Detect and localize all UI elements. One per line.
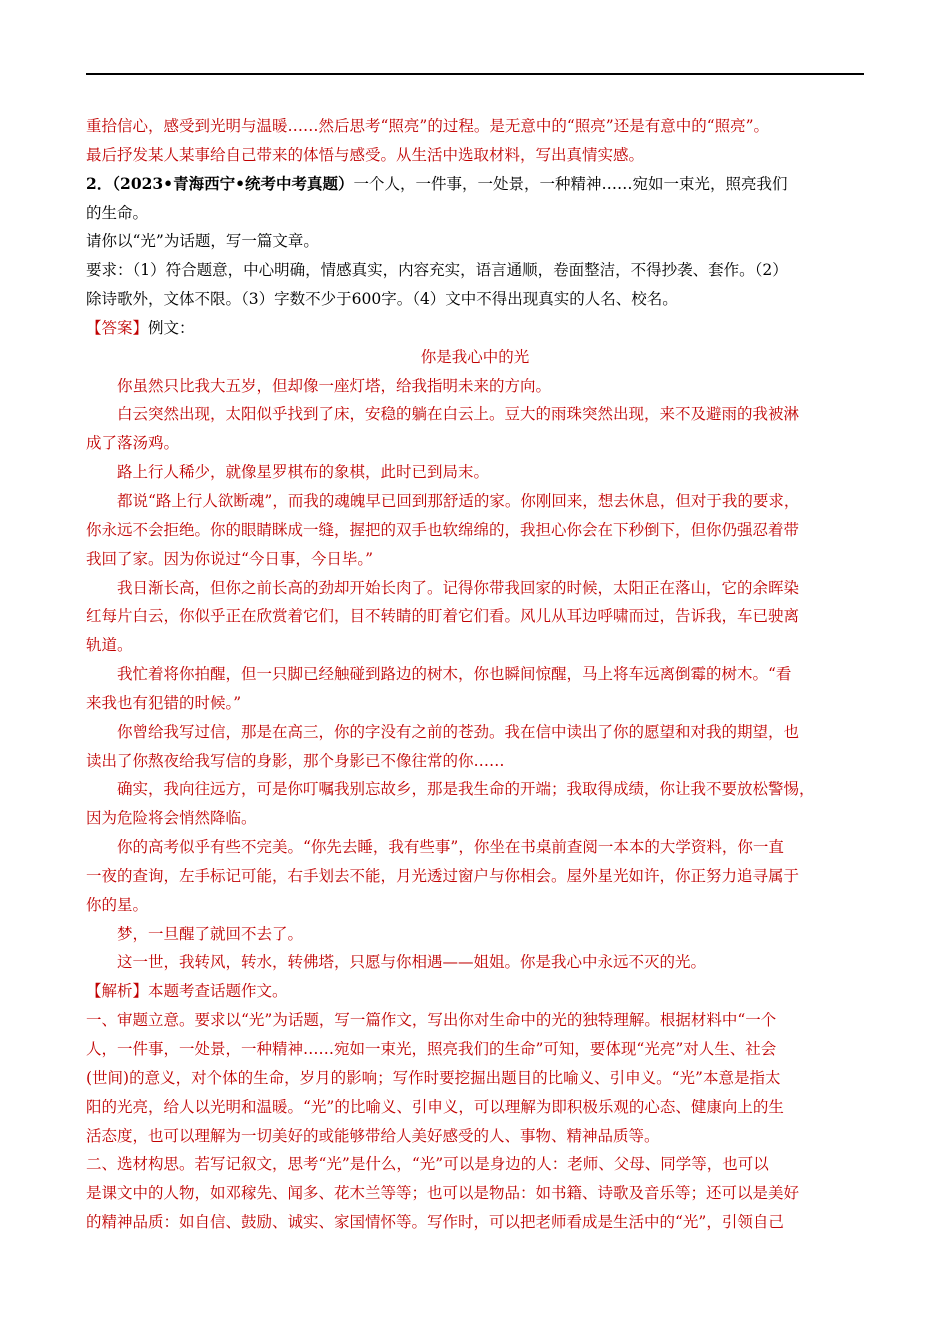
- essay-line: 你曾给我写过信，那是在高三，你的字没有之前的苍劲。我在信中读出了你的愿望和对我的期望，也: [117, 722, 800, 741]
- analysis-line: 的精神品质：如自信、鼓励、诚实、家国情怀等。写作时，可以把老师看成是生活中的“光”，引领自己: [86, 1213, 784, 1232]
- answer-heading: [86, 314, 864, 343]
- analysis-line: 是课文中的人物，如邓稼先、闻多、花木兰等等；也可以是物品：如书籍、诗歌及音乐等；还可以是美好: [86, 1184, 800, 1203]
- essay-line: 我忙着将你拍醒，但一只脚已经触碰到路边的树木，你也瞬间惊醒，马上将车远离倒霉的树木。“看: [117, 665, 792, 684]
- analysis-heading: [86, 977, 864, 1006]
- essay-line: 这一世，我转风，转水，转佛塔，只愿与你相遇——姐姐。你是我心中永远不灭的光。: [117, 953, 707, 972]
- answer-label: 【答案】: [86, 318, 149, 337]
- essay-line: 梦，一旦醒了就回不去了。: [117, 924, 304, 943]
- question-source: （2023•青海西宁•统考中考真题）: [112, 173, 354, 193]
- essay-line: 因为危险将会悄然降临。: [86, 809, 257, 828]
- essay-line: 都说“路上行人欲断魂”，而我的魂魄早已回到那舒适的家。你刚回来，想去休息，但对于我的要求，: [117, 491, 800, 510]
- analysis-label: 【解析】: [86, 982, 149, 1001]
- question-line-1: [86, 170, 864, 199]
- analysis-line: 阳的光亮，给人以光明和温暖。“光”的比喻义、引申义，可以理解为即积极乐观的心态、健康向上的生: [86, 1097, 784, 1116]
- continuation-line-1: 重拾信心，感受到光明与温暖……然后思考“照亮”的过程。是无意中的“照亮”还是有意中的“照亮”。: [86, 117, 770, 135]
- question-line-3: 请你以“光”为话题，写一篇文章。: [86, 232, 319, 251]
- essay-line: 你虽然只比我大五岁，但却像一座灯塔，给我指明未来的方向。: [117, 376, 552, 395]
- essay-line: 白云突然出现，太阳似乎找到了床，安稳的躺在白云上。豆大的雨珠突然出现，来不及避雨的我被淋: [117, 405, 800, 424]
- analysis-body: [86, 1006, 864, 1237]
- essay-line: 路上行人稀少，就像星罗棋布的象棋，此时已到局末。: [117, 463, 490, 482]
- analysis-line: 二、选材构思。若写记叙文，思考“光”是什么，“光”可以是身边的人：老师、父母、同学等，也可以: [86, 1155, 769, 1174]
- analysis-line: (世间)的意义，对个体的生命，岁月的影响；写作时要挖掘出题目的比喻义、引申义。“光”本意是指太: [86, 1068, 781, 1087]
- essay-line: 轨道。: [86, 636, 133, 655]
- analysis-line: 活态度，也可以理解为一切美好的或能够带给人美好感受的人、事物、精神品质等。: [86, 1126, 660, 1145]
- essay-line: 你永远不会拒绝。你的眼睛眯成一缝，握把的双手也软绵绵的，我担心你会在下秒倒下，但你仍强忍着带: [86, 520, 800, 539]
- analysis-intro: 本题考查话题作文。: [148, 982, 288, 1001]
- question-requirements-2: 除诗歌外，文体不限。（3）字数不少于600字。（4）文中不得出现真实的人名、校名。: [86, 290, 678, 309]
- answer-intro: 例文：: [148, 318, 195, 337]
- essay-line: 红每片白云，你似乎正在欣赏着它们，目不转睛的盯着它们看。风儿从耳边呼啸而过，告诉我，车已驶离: [86, 607, 800, 626]
- essay-line: 成了落汤鸡。: [86, 434, 180, 453]
- question-number: 2．: [86, 173, 113, 193]
- essay-line: 你的高考似乎有些不完美。“你先去睡，我有些事”，你坐在书桌前查阅一本本的大学资料，你一直: [117, 838, 784, 857]
- document-body: [86, 112, 864, 1237]
- analysis-line: 一、审题立意。要求以“光”为话题，写一篇作文，写出你对生命中的光的独特理解。根据材料中“一个: [86, 1011, 777, 1030]
- question-prompt: 一个人，一件事，一处景，一种精神……宛如一束光，照亮我们: [353, 174, 788, 193]
- essay-line: 一夜的查询，左手标记可能，右手划去不能，月光透过窗户与你相会。屋外星光如许，你正努力追寻属于: [86, 866, 800, 885]
- header-rule: [86, 73, 864, 75]
- essay-line: 我回了家。因为你说过“今日事，今日毕。”: [86, 549, 374, 568]
- essay-line: 来我也有犯错的时候。”: [86, 693, 242, 712]
- analysis-line: 人，一件事，一处景，一种精神……宛如一束光，照亮我们的生命”可知，要体现“光亮”对人生、社会: [86, 1040, 777, 1058]
- essay-body: [86, 372, 864, 978]
- essay-line: 我日渐长高，但你之前长高的劲却开始长肉了。记得你带我回家的时候，太阳正在落山，它的余晖染: [117, 578, 800, 597]
- question-requirements-1: 要求：（1）符合题意，中心明确，情感真实，内容充实，语言通顺，卷面整洁，不得抄袭、套作。（2）: [86, 261, 788, 280]
- essay-line: 你的星。: [86, 895, 149, 914]
- essay-title: 你是我心中的光: [420, 347, 530, 366]
- essay-line: 读出了你熬夜给我写信的身影，那个身影已不像往常的你……: [86, 751, 505, 770]
- question-line-2: 的生命。: [86, 203, 149, 222]
- essay-line: 确实，我向往远方，可是你叮嘱我别忘故乡，那是我生命的开端；我取得成绩，你让我不要放松警惕，: [117, 780, 815, 799]
- continuation-line-2: 最后抒发某人某事给自己带来的体悟与感受。从生活中选取材料，写出真情实感。: [86, 145, 645, 164]
